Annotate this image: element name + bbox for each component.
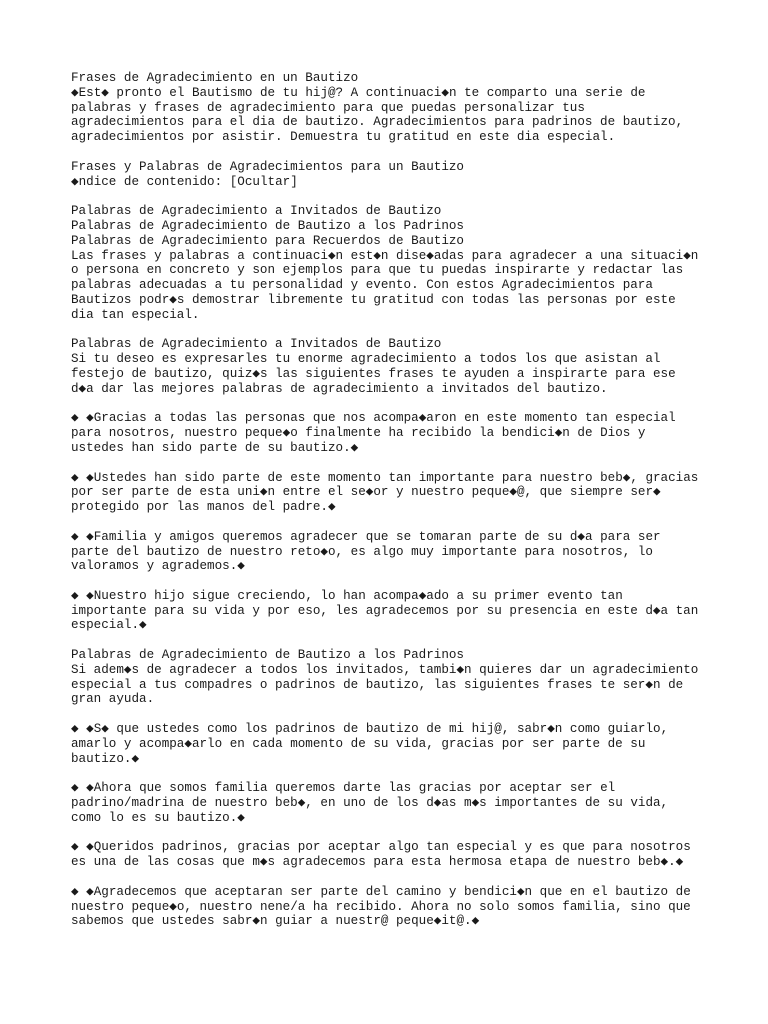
text-line: palabras y frases de agradecimiento para que puedas personalizar tus (71, 100, 585, 115)
quote-paragraph (71, 530, 761, 574)
quote-paragraph (71, 781, 761, 825)
text-line: ◆ ◆Nuestro hijo sigue creciendo, lo han acompa◆ado a su primer evento tan (71, 588, 623, 603)
text-line: ◆ ◆Agradecemos que aceptaran ser parte del camino y bendici◆n que en el bautizo de (71, 884, 691, 899)
text-line: ◆Est◆ pronto el Bautismo de tu hij@? A continuaci◆n te comparto una serie de (71, 85, 646, 100)
quote-paragraph (71, 722, 761, 766)
heading-section: Palabras de Agradecimiento a Invitados de Bautizo (71, 337, 442, 352)
text-line: valoramos y agrademos.◆ (71, 559, 245, 574)
heading-section: Palabras de Agradecimiento de Bautizo a los Padrinos (71, 648, 464, 663)
text-line: bautizo.◆ (71, 751, 140, 766)
toc-item: Palabras de Agradecimiento a Invitados de Bautizo (71, 204, 442, 219)
text-line: Las frases y palabras a continuaci◆n est◆n dise◆adas para agradecer a una situaci◆n (71, 248, 699, 263)
text-line: nuestro peque◆o, nuestro nene/a ha recibido. Ahora no solo somos familia, sino que (71, 899, 691, 914)
text-line: como lo es su bautizo.◆ (71, 810, 245, 825)
text-line: Si tu deseo es expresarles tu enorme agradecimiento a todos los que asistan al (71, 352, 661, 367)
paragraph-toc (71, 160, 761, 190)
paragraph-intro (71, 71, 761, 145)
toc-item: Palabras de Agradecimiento para Recuerdos de Bautizo (71, 233, 464, 248)
text-line: especial a tus compadres o padrinos de bautizo, las siguientes frases te ser◆n de (71, 677, 684, 692)
text-line: gran ayuda. (71, 692, 155, 707)
text-line: Si adem◆s de agradecer a todos los invitados, tambi◆n quieres dar un agradecimiento (71, 662, 699, 677)
heading-title: Frases de Agradecimiento en un Bautizo (71, 71, 359, 85)
text-line: agradecimientos por asistir. Demuestra tu gratitud en este dia especial. (71, 130, 616, 145)
text-line: sabemos que ustedes sabr◆n guiar a nuestr@ peque◆it@.◆ (71, 914, 480, 929)
text-line: por ser parte de esta uni◆n entre el se◆or y nuestro peque◆@, que siempre ser◆ (71, 485, 661, 500)
quote-paragraph (71, 589, 761, 633)
text-line: ◆ ◆S◆ que ustedes como los padrinos de bautizo de mi hij@, sabr◆n como guiarlo, (71, 722, 669, 737)
text-line: parte del bautizo de nuestro reto◆o, es algo muy importante para nosotros, lo (71, 544, 653, 559)
text-line: ◆ ◆Gracias a todas las personas que nos acompa◆aron en este momento tan especial (71, 411, 676, 426)
text-line: para nosotros, nuestro peque◆o finalmente ha recibido la bendici◆n de Dios y (71, 426, 646, 441)
quote-paragraph (71, 885, 761, 929)
text-line: ◆ ◆Ustedes han sido parte de este momento tan importante para nuestro beb◆, gracias (71, 470, 699, 485)
quote-paragraph (71, 471, 761, 515)
text-line: amarlo y acompa◆arlo en cada momento de su vida, gracias por ser parte de su (71, 736, 646, 751)
text-line: festejo de bautizo, quiz◆s las siguientes frases te ayuden a inspirarte para ese (71, 366, 676, 381)
text-line: palabras adecuadas a tu personalidad y evento. Con estos Agradecimientos para (71, 278, 653, 293)
document-body (71, 71, 761, 944)
toc-item: Palabras de Agradecimiento de Bautizo a los Padrinos (71, 218, 464, 233)
text-line: Bautizos podr◆s demostrar libremente tu gratitud con todas las personas por este (71, 292, 676, 307)
paragraph-invitados (71, 337, 761, 396)
text-line: protegido por las manos del padre.◆ (71, 500, 336, 515)
text-line: o persona en concreto y son ejemplos para que tu puedas inspirarte y redactar las (71, 263, 684, 278)
text-line: es una de las cosas que m◆s agradecemos para esta hermosa etapa de nuestro beb◆.◆ (71, 855, 684, 870)
quote-paragraph (71, 411, 761, 455)
toc-label: ◆ndice de contenido: [Ocultar] (71, 174, 298, 189)
text-line: ◆ ◆Familia y amigos queremos agradecer que se tomaran parte de su d◆a para ser (71, 529, 661, 544)
text-line: ustedes han sido parte de su bautizo.◆ (71, 440, 359, 455)
text-line: dia tan especial. (71, 307, 200, 322)
paragraph-padrinos (71, 648, 761, 707)
text-line: d◆a dar las mejores palabras de agradecimiento a invitados del bautizo. (71, 381, 608, 396)
text-line: padrino/madrina de nuestro beb◆, en uno de los d◆as m◆s importantes de su vida, (71, 796, 669, 811)
quote-paragraph (71, 840, 761, 870)
text-line: agradecimientos para el dia de bautizo. Agradecimientos para padrinos de bautizo, (71, 115, 684, 130)
text-line: ◆ ◆Ahora que somos familia queremos darte las gracias por aceptar ser el (71, 781, 616, 796)
text-line: especial.◆ (71, 618, 147, 633)
heading-section: Frases y Palabras de Agradecimientos para un Bautizo (71, 159, 464, 174)
paragraph-toc-items (71, 204, 761, 322)
text-line: ◆ ◆Queridos padrinos, gracias por aceptar algo tan especial y es que para nosotros (71, 840, 691, 855)
text-line: importante para su vida y por eso, les agradecemos por su presencia en este d◆a tan (71, 603, 699, 618)
